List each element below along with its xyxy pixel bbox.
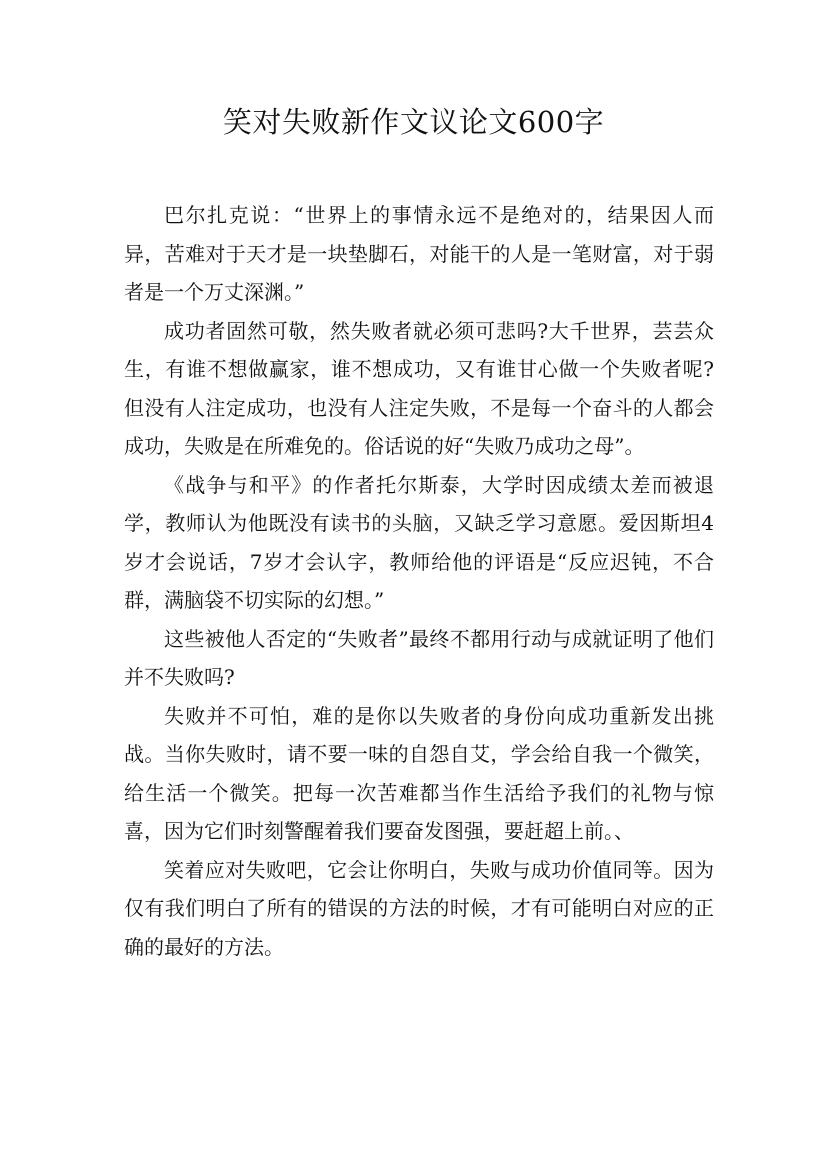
paragraph-3: 《战争与和平》的作者托尔斯泰，大学时因成绩太差而被退学，教师认为他既没有读书的头脑，又缺乏学习意愿。爱因斯坦4岁才会说话，7岁才会认字，教师给他的评语是“反应迟钝，不合群，满脑袋不切实际的幻想。” xyxy=(124,472,714,612)
paragraph-2: 成功者固然可敬，然失败者就必须可悲吗?大千世界，芸芸众生，有谁不想做赢家，谁不想成功，又有谁甘心做一个失败者呢?但没有人注定成功，也没有人注定失败，不是每一个奋斗的人都会成功，失败是在所难免的。俗话说的好“失败乃成功之母”。 xyxy=(124,318,714,458)
paragraph-6: 笑着应对失败吧，它会让你明白，失败与成功价值同等。因为仅有我们明白了所有的错误的方法的时候，才有可能明白对应的正确的最好的方法。 xyxy=(124,857,714,959)
document-title: 笑对失败新作文议论文600字 xyxy=(222,105,605,139)
paragraph-4: 这些被他人否定的“失败者”最终不都用行动与成就证明了他们并不失败吗? xyxy=(124,626,714,689)
paragraph-5: 失败并不可怕，难的是你以失败者的身份向成功重新发出挑战。当你失败时，请不要一味的自怨自艾，学会给自我一个微笑，给生活一个微笑。把每一次苦难都当作生活给予我们的礼物与惊喜，因为它们时刻警醒着我们要奋发图强，要赶超上前。、 xyxy=(124,703,714,843)
document-body xyxy=(124,196,714,966)
paragraph-1: 巴尔扎克说：“世界上的事情永远不是绝对的，结果因人而异，苦难对于天才是一块垫脚石，对能干的人是一笔财富，对于弱者是一个万丈深渊。” xyxy=(124,203,714,304)
